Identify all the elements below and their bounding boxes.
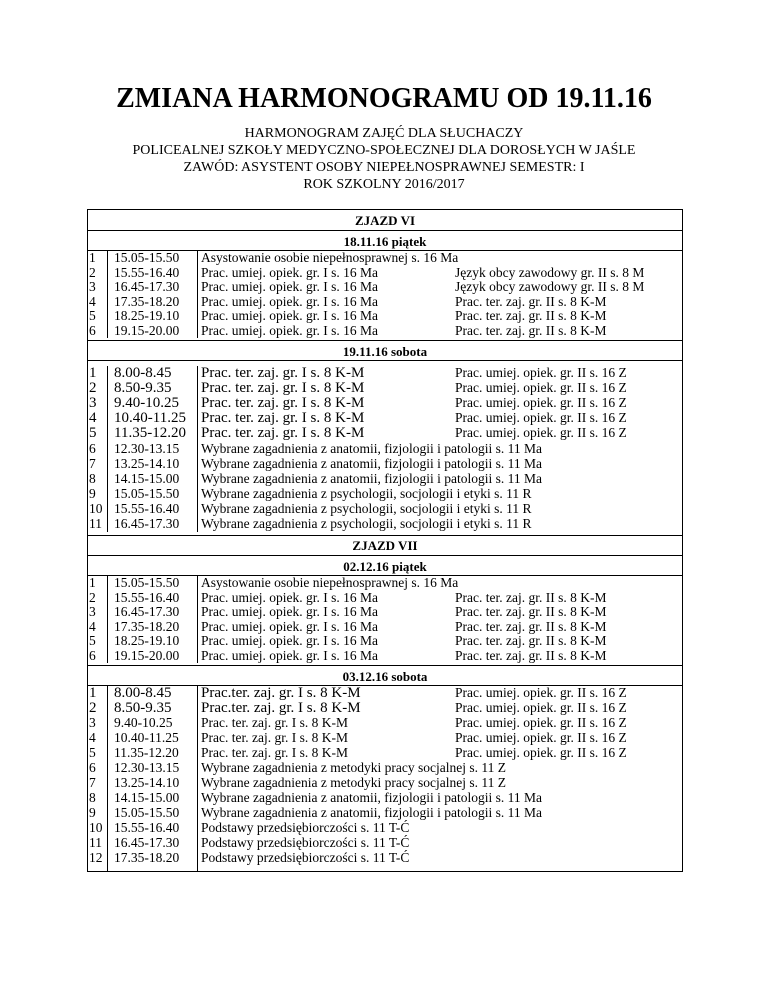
table-row — [88, 396, 682, 410]
lesson-time: 12.30-13.15 — [114, 760, 180, 776]
lesson-time: 14.15-15.00 — [114, 470, 180, 486]
lesson-time: 16.45-17.30 — [114, 516, 180, 531]
lesson-number: 4 — [89, 293, 96, 309]
table-column-divider — [107, 251, 108, 338]
lesson-time: 19.15-20.00 — [114, 322, 180, 338]
lesson-number: 9 — [89, 805, 96, 821]
lesson-number: 12 — [89, 850, 103, 866]
table-divider — [88, 555, 682, 556]
lesson-group-1: Podstawy przedsiębiorczości s. 11 T-Ć — [201, 835, 410, 851]
lesson-number: 6 — [89, 440, 96, 456]
table-row — [88, 576, 682, 590]
lesson-group-1: Wybrane zagadnienia z anatomii, fizjologii i patologii s. 11 Ma — [201, 790, 542, 806]
day-header: 02.12.16 piątek — [343, 559, 427, 575]
lesson-group-1: Prac. ter. zaj. gr. I s. 8 K-M — [201, 380, 365, 397]
lesson-group-2: Prac. umiej. opiek. gr. II s. 16 Z — [455, 730, 627, 746]
lesson-number: 2 — [89, 700, 97, 717]
lesson-number: 4 — [89, 618, 96, 634]
lesson-group-1: Asystowanie osobie niepełnosprawnej s. 16 Ma — [201, 575, 459, 591]
lesson-number: 3 — [89, 279, 96, 294]
lesson-number: 7 — [89, 455, 96, 471]
table-row — [88, 591, 682, 605]
table-column-divider — [197, 686, 198, 871]
lesson-group-1: Prac. umiej. opiek. gr. I s. 16 Ma — [201, 308, 378, 323]
lesson-time: 15.55-16.40 — [114, 264, 180, 280]
lesson-group-2: Prac. ter. zaj. gr. II s. 8 K-M — [455, 308, 607, 323]
table-row — [88, 411, 682, 425]
table-row — [88, 761, 682, 775]
lesson-group-1: Wybrane zagadnienia z metodyki pracy socjalnej s. 11 Z — [201, 775, 506, 791]
lesson-number: 7 — [89, 775, 96, 791]
subtitle-line: ROK SZKOLNY 2016/2017 — [303, 177, 465, 192]
day-header: 03.12.16 sobota — [342, 669, 428, 685]
table-divider — [88, 340, 682, 341]
table-column-divider — [107, 576, 108, 663]
lesson-group-1: Prac. ter. zaj. gr. I s. 8 K-M — [201, 745, 348, 761]
lesson-group-1: Prac.ter. zaj. gr. I s. 8 K-M — [201, 700, 361, 717]
lesson-time: 17.35-18.20 — [114, 293, 180, 309]
table-divider — [88, 360, 682, 361]
lesson-time: 15.05-15.50 — [114, 805, 180, 821]
lesson-time: 8.50-9.35 — [114, 380, 172, 397]
table-row — [88, 620, 682, 634]
lesson-time: 16.45-17.30 — [114, 604, 180, 620]
table-row — [88, 309, 682, 323]
table-row — [88, 251, 682, 265]
lesson-time: 11.35-12.20 — [114, 745, 179, 761]
lesson-group-1: Wybrane zagadnienia z metodyki pracy socjalnej s. 11 Z — [201, 760, 506, 776]
table-column-divider — [197, 251, 198, 338]
lesson-time: 9.40-10.25 — [114, 395, 179, 412]
lesson-group-1: Prac. umiej. opiek. gr. I s. 16 Ma — [201, 604, 378, 620]
lesson-time: 11.35-12.20 — [114, 425, 186, 442]
table-column-divider — [107, 686, 108, 871]
lesson-time: 15.55-16.40 — [114, 500, 180, 516]
lesson-number: 1 — [89, 250, 96, 265]
lesson-number: 6 — [89, 647, 96, 663]
lesson-number: 6 — [89, 322, 96, 338]
lesson-group-2: Prac. umiej. opiek. gr. II s. 16 Z — [455, 425, 627, 441]
table-row — [88, 426, 682, 440]
lesson-number: 5 — [89, 425, 97, 442]
lesson-number: 5 — [89, 745, 96, 761]
lesson-time: 16.45-17.30 — [114, 279, 180, 294]
table-row — [88, 517, 682, 531]
table-row — [88, 649, 682, 663]
lesson-group-2: Prac. ter. zaj. gr. II s. 8 K-M — [455, 322, 607, 338]
lesson-group-1: Wybrane zagadnienia z anatomii, fizjologii i patologii s. 11 Ma — [201, 440, 542, 456]
table-column-divider — [197, 366, 198, 532]
lesson-time: 10.40-11.25 — [114, 730, 179, 746]
lesson-number: 2 — [89, 589, 96, 605]
lesson-time: 8.50-9.35 — [114, 700, 172, 717]
lesson-time: 16.45-17.30 — [114, 835, 180, 851]
lesson-number: 4 — [89, 410, 97, 427]
table-row — [88, 634, 682, 648]
lesson-number: 10 — [89, 500, 103, 516]
lesson-group-2: Prac. umiej. opiek. gr. II s. 16 Z — [455, 715, 627, 731]
lesson-group-2: Prac. umiej. opiek. gr. II s. 16 Z — [455, 700, 627, 716]
table-row — [88, 686, 682, 700]
day-header: 18.11.16 piątek — [343, 234, 427, 249]
lesson-group-2: Prac. ter. zaj. gr. II s. 8 K-M — [455, 589, 607, 605]
table-row — [88, 791, 682, 805]
table-row — [88, 701, 682, 715]
lesson-group-2: Prac. ter. zaj. gr. II s. 8 K-M — [455, 618, 607, 634]
section-title: ZJAZD VI — [354, 213, 416, 228]
lesson-group-1: Prac. umiej. opiek. gr. I s. 16 Ma — [201, 647, 378, 663]
lesson-group-1: Prac. umiej. opiek. gr. I s. 16 Ma — [201, 264, 378, 280]
table-row — [88, 502, 682, 516]
lesson-group-2: Prac. ter. zaj. gr. II s. 8 K-M — [455, 633, 607, 649]
lesson-group-1: Wybrane zagadnienia z psychologii, socjologii i etyki s. 11 R — [201, 516, 532, 531]
table-row — [88, 716, 682, 730]
lesson-number: 5 — [89, 633, 96, 649]
lesson-number: 9 — [89, 485, 96, 501]
lesson-group-1: Wybrane zagadnienia z anatomii, fizjologii i patologii s. 11 Ma — [201, 470, 542, 486]
table-row — [88, 487, 682, 501]
lesson-number: 3 — [89, 604, 96, 620]
table-row — [88, 806, 682, 820]
lesson-group-1: Prac. umiej. opiek. gr. I s. 16 Ma — [201, 618, 378, 634]
table-row — [88, 442, 682, 456]
table-column-divider — [107, 366, 108, 532]
table-column-divider — [197, 576, 198, 663]
table-row — [88, 324, 682, 338]
lesson-time: 18.25-19.10 — [114, 308, 180, 323]
lesson-time: 15.05-15.50 — [114, 575, 180, 591]
lesson-group-2: Prac. ter. zaj. gr. II s. 8 K-M — [455, 647, 607, 663]
document-subtitle — [0, 125, 768, 193]
lesson-number: 5 — [89, 308, 96, 323]
lesson-time: 13.25-14.10 — [114, 455, 180, 471]
table-row — [88, 851, 682, 865]
lesson-group-1: Wybrane zagadnienia z psychologii, socjologii i etyki s. 11 R — [201, 485, 532, 501]
lesson-group-2: Prac. umiej. opiek. gr. II s. 16 Z — [455, 365, 627, 380]
lesson-group-1: Prac. umiej. opiek. gr. I s. 16 Ma — [201, 293, 378, 309]
table-row — [88, 457, 682, 471]
lesson-group-1: Prac. ter. zaj. gr. I s. 8 K-M — [201, 410, 365, 427]
table-row — [88, 266, 682, 280]
lesson-number: 10 — [89, 820, 103, 836]
lesson-group-1: Wybrane zagadnienia z psychologii, socjologii i etyki s. 11 R — [201, 500, 532, 516]
lesson-time: 8.00-8.45 — [114, 365, 172, 381]
lesson-time: 12.30-13.15 — [114, 440, 180, 456]
page-title: ZMIANA HARMONOGRAMU OD 19.11.16 — [116, 83, 652, 114]
lesson-group-1: Prac. umiej. opiek. gr. I s. 16 Ma — [201, 279, 378, 294]
lesson-time: 15.55-16.40 — [114, 820, 180, 836]
lesson-group-1: Prac. ter. zaj. gr. I s. 8 K-M — [201, 395, 365, 412]
lesson-group-2: Prac. umiej. opiek. gr. II s. 16 Z — [455, 380, 627, 396]
lesson-time: 10.40-11.25 — [114, 410, 186, 427]
lesson-group-1: Prac. ter. zaj. gr. I s. 8 K-M — [201, 365, 365, 381]
lesson-group-2: Prac. umiej. opiek. gr. II s. 16 Z — [455, 685, 627, 701]
lesson-group-1: Wybrane zagadnienia z anatomii, fizjologii i patologii s. 11 Ma — [201, 805, 542, 821]
lesson-number: 1 — [89, 685, 97, 702]
lesson-time: 17.35-18.20 — [114, 850, 180, 866]
subtitle-line: HARMONOGRAM ZAJĘĆ DLA SŁUCHACZY — [244, 126, 524, 141]
lesson-number: 2 — [89, 264, 96, 280]
lesson-time: 15.05-15.50 — [114, 485, 180, 501]
lesson-group-1: Podstawy przedsiębiorczości s. 11 T-Ć — [201, 820, 410, 836]
lesson-time: 18.25-19.10 — [114, 633, 180, 649]
lesson-group-1: Prac. umiej. opiek. gr. I s. 16 Ma — [201, 589, 378, 605]
lesson-time: 8.00-8.45 — [114, 685, 172, 702]
lesson-time: 13.25-14.10 — [114, 775, 180, 791]
lesson-number: 3 — [89, 715, 96, 731]
schedule-table — [87, 209, 683, 872]
table-row — [88, 605, 682, 619]
table-row — [88, 821, 682, 835]
table-row — [88, 731, 682, 745]
table-divider — [88, 230, 682, 231]
lesson-number: 1 — [89, 365, 97, 381]
table-row — [88, 776, 682, 790]
table-row — [88, 836, 682, 850]
day-header: 19.11.16 sobota — [342, 344, 428, 359]
lesson-group-1: Prac. ter. zaj. gr. I s. 8 K-M — [201, 425, 365, 442]
lesson-time: 15.55-16.40 — [114, 589, 180, 605]
lesson-number: 11 — [89, 516, 102, 531]
lesson-group-1: Prac. umiej. opiek. gr. I s. 16 Ma — [201, 322, 378, 338]
lesson-group-2: Prac. umiej. opiek. gr. II s. 16 Z — [455, 395, 627, 411]
lesson-number: 4 — [89, 730, 96, 746]
lesson-number: 8 — [89, 790, 96, 806]
lesson-number: 8 — [89, 470, 96, 486]
lesson-time: 19.15-20.00 — [114, 647, 180, 663]
lesson-number: 6 — [89, 760, 96, 776]
lesson-time: 14.15-15.00 — [114, 790, 180, 806]
lesson-group-1: Wybrane zagadnienia z anatomii, fizjologii i patologii s. 11 Ma — [201, 455, 542, 471]
lesson-number: 1 — [89, 575, 96, 591]
table-row — [88, 295, 682, 309]
lesson-time: 17.35-18.20 — [114, 618, 180, 634]
lesson-number: 11 — [89, 835, 102, 851]
lesson-group-2: Prac. ter. zaj. gr. II s. 8 K-M — [455, 293, 607, 309]
lesson-group-2: Język obcy zawodowy gr. II s. 8 M — [455, 264, 645, 280]
table-row — [88, 472, 682, 486]
table-divider — [88, 665, 682, 666]
table-divider — [88, 535, 682, 536]
subtitle-line: ZAWÓD: ASYSTENT OSOBY NIEPEŁNOSPRAWNEJ SEMESTR: I — [183, 160, 585, 175]
lesson-group-2: Prac. umiej. opiek. gr. II s. 16 Z — [455, 410, 627, 426]
table-row — [88, 746, 682, 760]
lesson-time: 9.40-10.25 — [114, 715, 173, 731]
lesson-group-2: Prac. umiej. opiek. gr. II s. 16 Z — [455, 745, 627, 761]
lesson-group-1: Prac. ter. zaj. gr. I s. 8 K-M — [201, 715, 348, 731]
table-row — [88, 381, 682, 395]
lesson-time: 15.05-15.50 — [114, 250, 180, 265]
lesson-group-1: Podstawy przedsiębiorczości s. 11 T-Ć — [201, 850, 410, 866]
lesson-group-1: Prac.ter. zaj. gr. I s. 8 K-M — [201, 685, 361, 702]
table-row — [88, 366, 682, 380]
lesson-group-2: Język obcy zawodowy gr. II s. 8 M — [455, 279, 645, 294]
subtitle-line: POLICEALNEJ SZKOŁY MEDYCZNO-SPOŁECZNEJ DLA DOROSŁYCH W JAŚLE — [132, 143, 636, 158]
section-title: ZJAZD VII — [352, 538, 418, 554]
lesson-number: 2 — [89, 380, 97, 397]
lesson-group-2: Prac. ter. zaj. gr. II s. 8 K-M — [455, 604, 607, 620]
lesson-group-1: Asystowanie osobie niepełnosprawnej s. 16 Ma — [201, 250, 459, 265]
lesson-group-1: Prac. ter. zaj. gr. I s. 8 K-M — [201, 730, 348, 746]
lesson-group-1: Prac. umiej. opiek. gr. I s. 16 Ma — [201, 633, 378, 649]
lesson-number: 3 — [89, 395, 97, 412]
table-row — [88, 280, 682, 294]
